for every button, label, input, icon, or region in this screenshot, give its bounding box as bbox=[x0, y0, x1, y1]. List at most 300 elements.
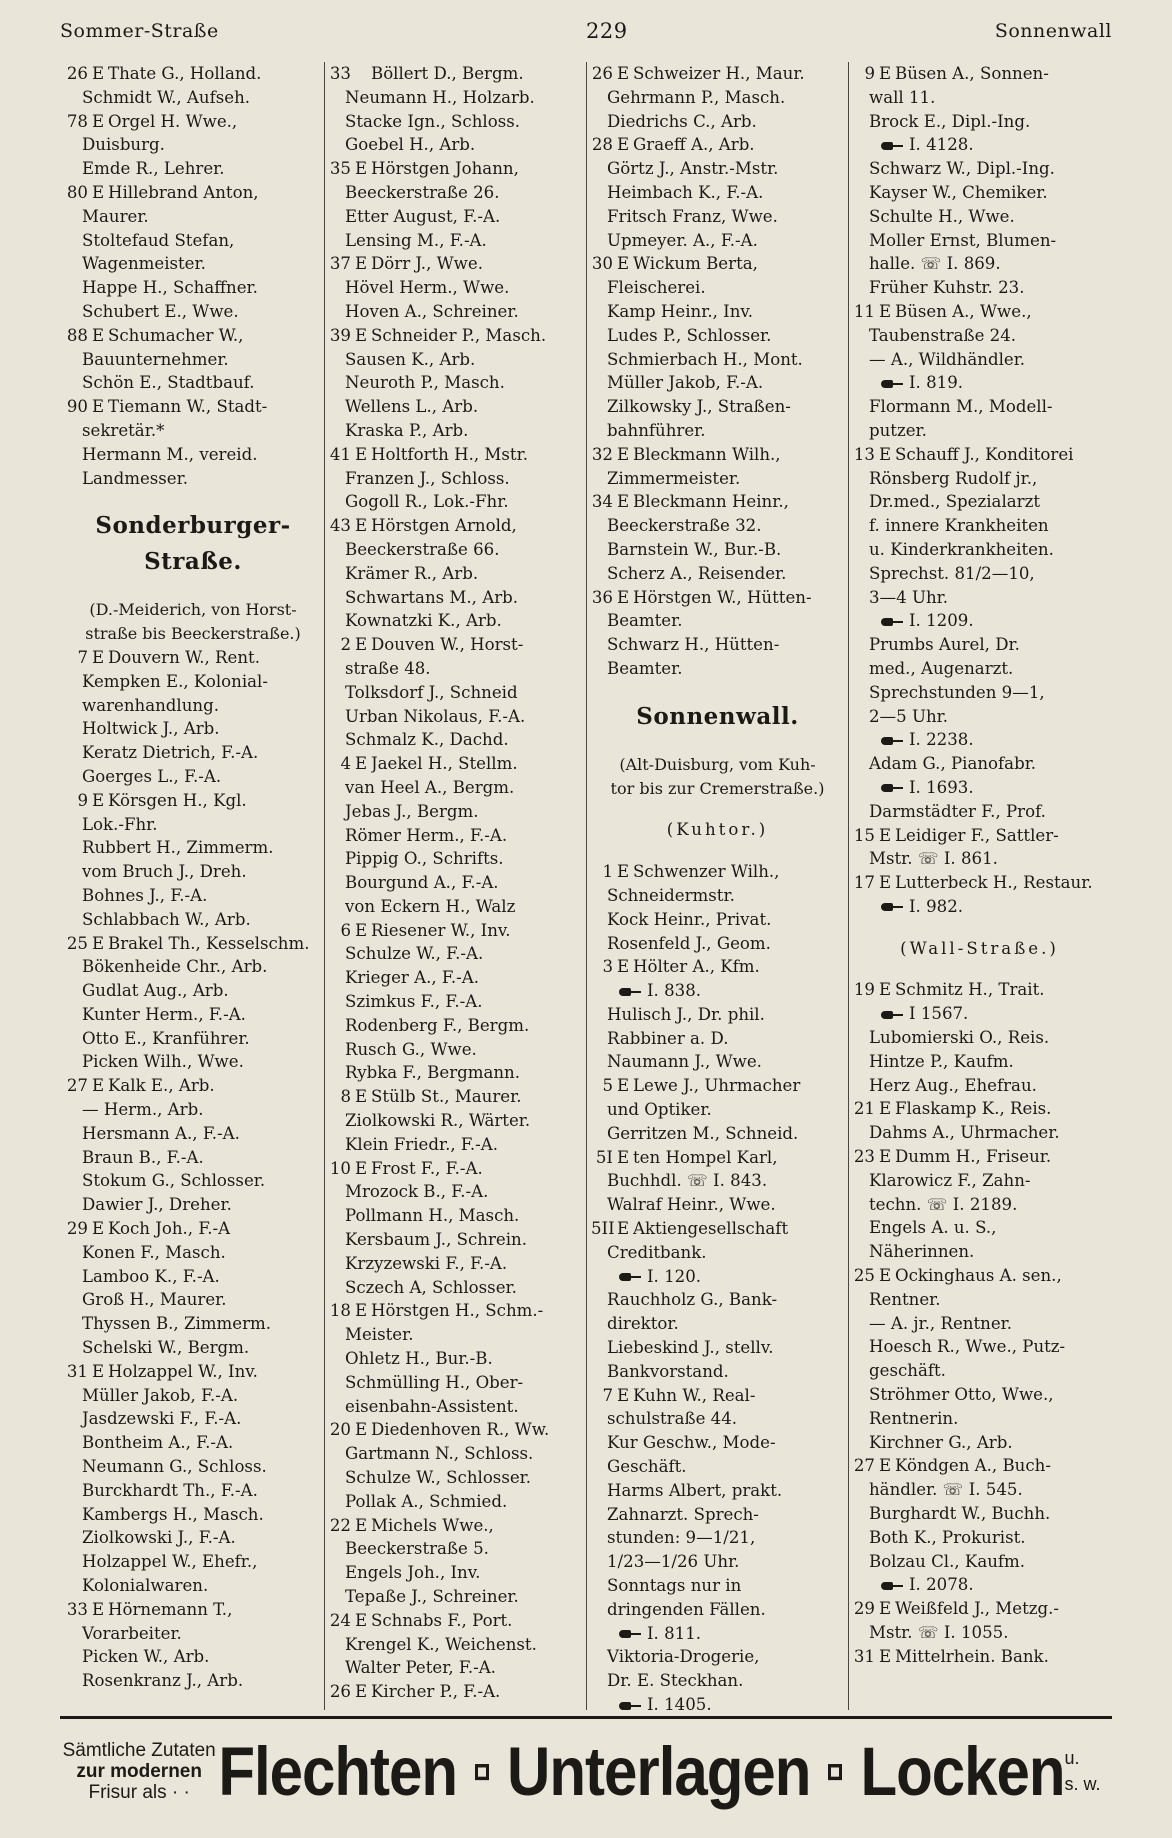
house-entry bbox=[66, 110, 320, 134]
resident-entry bbox=[329, 1466, 582, 1490]
house-entry bbox=[591, 490, 844, 514]
phone-line bbox=[853, 133, 1106, 157]
resident-entry bbox=[66, 276, 320, 300]
house-number: 24 bbox=[329, 1610, 351, 1630]
resident-entry bbox=[66, 1098, 320, 1122]
resident-name: Rabbiner a. D. bbox=[607, 1028, 729, 1048]
resident-name: Neumann G., Schloss. bbox=[82, 1457, 267, 1477]
house-number: 34 bbox=[591, 492, 613, 512]
telephone-icon bbox=[619, 987, 641, 997]
resident-entry bbox=[591, 1645, 844, 1669]
resident-entry bbox=[329, 538, 582, 562]
ownership-mark: E bbox=[878, 64, 892, 83]
resident-entry bbox=[66, 1384, 320, 1408]
resident-entry bbox=[853, 1050, 1106, 1074]
resident-entry bbox=[66, 1479, 320, 1503]
resident-entry bbox=[591, 205, 844, 229]
resident-name: Burghardt W., Buchh. bbox=[869, 1504, 1051, 1524]
resident-entry bbox=[329, 1323, 582, 1347]
resident-entry bbox=[591, 300, 844, 324]
telephone-icon bbox=[881, 379, 903, 389]
resident-name: Früher Kuhstr. 23. bbox=[869, 278, 1025, 298]
resident-name: Gudlat Aug., Arb. bbox=[82, 981, 229, 1001]
ownership-mark: E bbox=[878, 1099, 892, 1119]
resident-name: Lamboo K., F.-A. bbox=[82, 1266, 220, 1286]
resident-name: und Optiker. bbox=[607, 1100, 712, 1120]
resident-name: Kersbaum J., Schrein. bbox=[345, 1230, 527, 1250]
resident-name: — Herm., Arb. bbox=[82, 1100, 204, 1120]
resident-entry bbox=[329, 1537, 582, 1561]
resident-name: Goerges L., F.-A. bbox=[82, 766, 222, 786]
ownership-mark: E bbox=[878, 1456, 892, 1476]
resident-name: Schwarz W., Dipl.-Ing. bbox=[869, 159, 1055, 179]
resident-name: Rybka F., Bergmann. bbox=[345, 1063, 521, 1083]
resident-name: Rönsberg Rudolf jr., bbox=[869, 468, 1038, 488]
resident-name: Buchhdl. ☏ I. 843. bbox=[607, 1171, 768, 1191]
resident-name: Maurer. bbox=[82, 206, 149, 226]
resident-name: Bohnes J., F.-A. bbox=[82, 885, 208, 905]
cross-street-marker: (Wall-Straße.) bbox=[900, 938, 1059, 958]
ownership-mark: E bbox=[616, 135, 630, 155]
resident-entry bbox=[329, 1109, 582, 1133]
resident-name: Kunter Herm., F.-A. bbox=[82, 1004, 246, 1024]
resident-name: Taubenstraße 24. bbox=[869, 325, 1017, 345]
resident-name: Pollmann H., Masch. bbox=[345, 1206, 520, 1226]
page-number: 229 bbox=[585, 19, 628, 43]
resident-name: Weißfeld J., Metzg.- bbox=[895, 1599, 1059, 1619]
square-bullet-icon bbox=[828, 1763, 842, 1779]
resident-entry bbox=[591, 609, 844, 633]
phone-line bbox=[591, 1265, 844, 1289]
resident-entry bbox=[853, 1193, 1106, 1217]
resident-entry bbox=[591, 157, 844, 181]
ad-headline bbox=[218, 1731, 1064, 1810]
house-number: 18 bbox=[329, 1301, 351, 1321]
resident-name: Szimkus F., F.-A. bbox=[345, 992, 483, 1012]
phone-line bbox=[853, 776, 1106, 800]
resident-name: Kock Heinr., Privat. bbox=[607, 909, 772, 929]
resident-entry bbox=[591, 1312, 844, 1336]
phone-line bbox=[853, 1002, 1106, 1026]
resident-name: Zilkowsky J., Straßen- bbox=[607, 397, 791, 417]
resident-name: Etter August, F.-A. bbox=[345, 206, 501, 226]
resident-name: Vorarbeiter. bbox=[82, 1623, 182, 1643]
ownership-mark: E bbox=[91, 1599, 105, 1619]
resident-entry bbox=[853, 562, 1106, 586]
resident-name: Diedrichs C., Arb. bbox=[607, 111, 757, 131]
resident-name: Krzyzewski F., F.-A. bbox=[345, 1253, 508, 1273]
resident-name: Hövel Herm., Wwe. bbox=[345, 278, 510, 298]
phone-number: I 1567. bbox=[909, 1004, 969, 1024]
resident-name: Fleischerei. bbox=[607, 278, 706, 298]
resident-name: Holzappel W., Ehefr., bbox=[82, 1552, 258, 1572]
house-entry bbox=[329, 919, 582, 943]
resident-entry bbox=[329, 966, 582, 990]
house-entry bbox=[66, 324, 320, 348]
resident-name: Schwartans M., Arb. bbox=[345, 587, 519, 607]
resident-name: Römer Herm., F.-A. bbox=[345, 825, 508, 845]
resident-name: straße 48. bbox=[345, 658, 431, 678]
resident-name: Wagenmeister. bbox=[82, 254, 206, 274]
resident-entry bbox=[329, 776, 582, 800]
resident-name: Sprechstunden 9—1, bbox=[869, 682, 1045, 702]
resident-entry bbox=[329, 990, 582, 1014]
house-number: 41 bbox=[329, 444, 351, 464]
resident-name: Koch Joh., F.-A bbox=[108, 1219, 231, 1239]
resident-name: Schwarz H., Hütten- bbox=[607, 635, 780, 655]
resident-name: Sonntags nur in bbox=[607, 1576, 742, 1596]
house-number: 27 bbox=[66, 1076, 88, 1096]
resident-entry bbox=[853, 705, 1106, 729]
house-number: 6 bbox=[340, 920, 351, 940]
ownership-mark: E bbox=[91, 1219, 105, 1239]
phone-line bbox=[591, 1622, 844, 1646]
ownership-mark: E bbox=[616, 1385, 630, 1405]
resident-name: Tepaße J., Schreiner. bbox=[345, 1587, 519, 1606]
house-entry bbox=[591, 133, 844, 157]
house-entry bbox=[329, 157, 582, 181]
resident-entry bbox=[66, 1526, 320, 1550]
resident-entry bbox=[329, 1395, 582, 1419]
resident-name: Gartmann N., Schloss. bbox=[345, 1444, 534, 1464]
house-number: 31 bbox=[853, 1646, 875, 1666]
resident-entry bbox=[66, 1027, 320, 1051]
resident-name: Landmesser. bbox=[82, 468, 189, 488]
column-4 bbox=[848, 62, 1110, 1710]
resident-name: Görtz J., Anstr.-Mstr. bbox=[607, 159, 779, 179]
house-entry bbox=[66, 1360, 320, 1384]
resident-entry bbox=[329, 728, 582, 752]
ad-line-2: zur modernen bbox=[76, 1760, 202, 1782]
resident-entry bbox=[591, 324, 844, 348]
house-entry bbox=[591, 1217, 844, 1241]
resident-name: Mittelrhein. Bank. bbox=[895, 1646, 1049, 1666]
house-entry bbox=[66, 789, 320, 813]
resident-name: Zahnarzt. Sprech- bbox=[607, 1504, 759, 1524]
telephone-icon bbox=[881, 783, 903, 793]
resident-name: Adam G., Pianofabr. bbox=[869, 754, 1037, 774]
spacer bbox=[853, 919, 1106, 937]
resident-entry bbox=[853, 681, 1106, 705]
resident-name: Wickum Berta, bbox=[633, 254, 758, 274]
resident-name: 1/23—1/26 Uhr. bbox=[607, 1552, 740, 1572]
house-number: 26 bbox=[591, 64, 613, 83]
resident-name: Lewe J., Uhrmacher bbox=[633, 1076, 801, 1096]
house-number: 78 bbox=[66, 111, 88, 131]
house-number: 9 bbox=[77, 790, 88, 810]
resident-name: Aktiengesellschaft bbox=[633, 1219, 789, 1239]
house-number: 27 bbox=[853, 1456, 875, 1476]
resident-entry bbox=[853, 1526, 1106, 1550]
ownership-mark: E bbox=[354, 1610, 368, 1630]
resident-name: Groß H., Maurer. bbox=[82, 1290, 227, 1310]
resident-entry bbox=[591, 1479, 844, 1503]
resident-name: Stacke Ign., Schloss. bbox=[345, 111, 521, 131]
resident-entry bbox=[66, 1050, 320, 1074]
resident-name: Hoven A., Schreiner. bbox=[345, 301, 519, 321]
street-heading: Sonderburger- bbox=[95, 512, 291, 540]
ownership-mark: E bbox=[878, 301, 892, 321]
house-number: 80 bbox=[66, 182, 88, 202]
resident-name: Herz Aug., Ehefrau. bbox=[869, 1075, 1037, 1095]
resident-entry bbox=[329, 895, 582, 919]
spacer bbox=[853, 960, 1106, 978]
resident-entry bbox=[66, 1645, 320, 1669]
phone-line bbox=[853, 371, 1106, 395]
resident-entry bbox=[591, 1288, 844, 1312]
phone-number: I. 982. bbox=[909, 896, 964, 916]
resident-entry bbox=[591, 1169, 844, 1193]
resident-name: — A., Wildhändler. bbox=[869, 349, 1026, 369]
house-number: 37 bbox=[329, 254, 351, 274]
resident-name: Mrozock B., F.-A. bbox=[345, 1182, 489, 1202]
resident-entry bbox=[329, 419, 582, 443]
resident-entry bbox=[853, 1312, 1106, 1336]
house-number: 30 bbox=[591, 254, 613, 274]
resident-name: Ströhmer Otto, Wwe., bbox=[869, 1385, 1054, 1405]
resident-name: Bankvorstand. bbox=[607, 1361, 729, 1381]
phone-line bbox=[591, 1693, 844, 1710]
resident-entry bbox=[591, 181, 844, 205]
resident-entry bbox=[853, 157, 1106, 181]
resident-entry bbox=[66, 955, 320, 979]
ownership-mark: E bbox=[91, 647, 105, 667]
resident-name: Dumm H., Friseur. bbox=[895, 1147, 1052, 1167]
resident-entry bbox=[853, 1074, 1106, 1098]
resident-entry bbox=[853, 205, 1106, 229]
ownership-mark: E bbox=[354, 920, 368, 940]
resident-name: Lutterbeck H., Restaur. bbox=[895, 873, 1093, 893]
ownership-mark: E bbox=[616, 587, 630, 607]
house-number: 26 bbox=[66, 64, 88, 83]
resident-entry bbox=[329, 1585, 582, 1609]
resident-name: Pippig O., Schrifts. bbox=[345, 849, 504, 869]
resident-name: Upmeyer. A., F.-A. bbox=[607, 230, 758, 250]
resident-entry bbox=[853, 633, 1106, 657]
resident-entry bbox=[329, 1228, 582, 1252]
house-entry bbox=[591, 586, 844, 610]
ad-line-3: Frisur als · · bbox=[88, 1781, 190, 1803]
resident-name: Brakel Th., Kesselschm. bbox=[108, 933, 310, 953]
resident-name: Rodenberg F., Bergm. bbox=[345, 1015, 530, 1035]
resident-name: Engels A. u. S., bbox=[869, 1218, 997, 1238]
resident-name: stunden: 9—1/21, bbox=[607, 1528, 756, 1548]
resident-entry bbox=[66, 1455, 320, 1479]
resident-name: Ludes P., Schlosser. bbox=[607, 325, 772, 345]
resident-name: Müller Jakob, F.-A. bbox=[82, 1385, 239, 1405]
house-number: 29 bbox=[66, 1219, 88, 1239]
resident-entry bbox=[591, 467, 844, 491]
ownership-mark: E bbox=[91, 790, 105, 810]
resident-entry bbox=[853, 252, 1106, 276]
resident-entry bbox=[853, 1383, 1106, 1407]
resident-entry bbox=[66, 300, 320, 324]
resident-entry bbox=[591, 1193, 844, 1217]
resident-entry bbox=[853, 1288, 1106, 1312]
phone-number: I. 120. bbox=[647, 1266, 702, 1286]
resident-name: med., Augenarzt. bbox=[869, 658, 1014, 678]
ownership-mark: E bbox=[354, 1515, 368, 1535]
resident-entry bbox=[66, 908, 320, 932]
ownership-mark: E bbox=[354, 1158, 368, 1178]
resident-entry bbox=[329, 1038, 582, 1062]
resident-name: Hörstgen W., Hütten- bbox=[633, 587, 812, 607]
house-number: 19 bbox=[853, 980, 875, 1000]
house-entry bbox=[329, 1680, 582, 1704]
resident-name: Zimmermeister. bbox=[607, 468, 741, 488]
advertisement bbox=[60, 1716, 1112, 1823]
resident-name: Kuhn W., Real- bbox=[633, 1385, 756, 1405]
resident-name: Hulisch J., Dr. phil. bbox=[607, 1004, 765, 1024]
resident-name: Rosenfeld J., Geom. bbox=[607, 933, 771, 953]
resident-entry bbox=[329, 942, 582, 966]
street-range-note: (D.-Meiderich, von Horst- bbox=[89, 600, 297, 620]
resident-name: Krengel K., Weichenst. bbox=[345, 1634, 537, 1654]
resident-name: Rauchholz G., Bank- bbox=[607, 1290, 778, 1310]
resident-entry bbox=[853, 490, 1106, 514]
house-number: 7 bbox=[602, 1385, 613, 1405]
house-entry bbox=[329, 1157, 582, 1181]
ownership-mark: E bbox=[616, 444, 630, 464]
resident-entry bbox=[329, 681, 582, 705]
ownership-mark: E bbox=[354, 1301, 368, 1321]
resident-name: Schneider P., Masch. bbox=[371, 325, 547, 345]
resident-name: Bontheim A., F.-A. bbox=[82, 1433, 234, 1453]
resident-entry bbox=[591, 348, 844, 372]
spacer bbox=[591, 681, 844, 699]
resident-entry bbox=[66, 1146, 320, 1170]
resident-name: Schauff J., Konditorei bbox=[895, 444, 1074, 464]
resident-name: Müller Jakob, F.-A. bbox=[607, 373, 764, 393]
resident-entry bbox=[591, 1003, 844, 1027]
resident-entry bbox=[591, 1050, 844, 1074]
resident-name: Hersmann A., F.-A. bbox=[82, 1123, 240, 1143]
resident-entry bbox=[329, 348, 582, 372]
ad-tail-2: s. w. bbox=[1064, 1774, 1101, 1794]
resident-name: Rubbert H., Zimmerm. bbox=[82, 838, 274, 858]
resident-name: Stoltefaud Stefan, bbox=[82, 230, 235, 250]
ownership-mark: E bbox=[878, 980, 892, 1000]
resident-name: Gehrmann P., Masch. bbox=[607, 87, 786, 107]
resident-name: Moller Ernst, Blumen- bbox=[869, 230, 1057, 250]
resident-name: Brock E., Dipl.-Ing. bbox=[869, 111, 1031, 131]
resident-entry bbox=[66, 1574, 320, 1598]
resident-entry bbox=[329, 1276, 582, 1300]
resident-name: Schweizer H., Maur. bbox=[633, 64, 805, 83]
resident-name: Naumann J., Wwe. bbox=[607, 1052, 762, 1072]
ownership-mark: E bbox=[354, 516, 368, 536]
street-range-note: (Alt-Duisburg, vom Kuh- bbox=[619, 754, 816, 774]
resident-name: Kircher P., F.-A. bbox=[371, 1682, 501, 1702]
resident-entry bbox=[591, 1598, 844, 1622]
resident-name: Prumbs Aurel, Dr. bbox=[869, 635, 1020, 655]
resident-name: putzer. bbox=[869, 420, 927, 440]
ownership-mark: E bbox=[354, 444, 368, 464]
resident-entry bbox=[66, 1288, 320, 1312]
house-entry bbox=[66, 1074, 320, 1098]
resident-name: Meister. bbox=[345, 1325, 414, 1345]
house-entry bbox=[66, 62, 320, 86]
ownership-mark: E bbox=[354, 1420, 368, 1440]
resident-entry bbox=[66, 765, 320, 789]
resident-name: Pollak A., Schmied. bbox=[345, 1491, 508, 1511]
ad-word-locken: Locken bbox=[860, 1732, 1065, 1810]
telephone-icon bbox=[881, 141, 903, 151]
resident-entry bbox=[853, 1407, 1106, 1431]
resident-entry bbox=[329, 609, 582, 633]
resident-name: Schmitz H., Trait. bbox=[895, 980, 1045, 1000]
ownership-mark: E bbox=[91, 1076, 105, 1096]
ownership-mark: E bbox=[878, 825, 892, 845]
resident-entry bbox=[66, 1169, 320, 1193]
resident-entry bbox=[66, 717, 320, 741]
resident-name: Köndgen A., Buch- bbox=[895, 1456, 1051, 1476]
resident-entry bbox=[591, 538, 844, 562]
ownership-mark: E bbox=[354, 159, 368, 179]
resident-name: Dawier J., Dreher. bbox=[82, 1195, 232, 1215]
street-heading: Straße. bbox=[144, 548, 242, 576]
house-entry bbox=[853, 824, 1106, 848]
resident-entry bbox=[591, 1574, 844, 1598]
house-number: 25 bbox=[66, 933, 88, 953]
spacer bbox=[591, 735, 844, 753]
resident-entry bbox=[329, 133, 582, 157]
resident-entry bbox=[329, 395, 582, 419]
house-entry bbox=[853, 1145, 1106, 1169]
resident-entry bbox=[853, 657, 1106, 681]
resident-name: Schwenzer Wilh., bbox=[633, 862, 780, 882]
resident-name: Schmalz K., Dachd. bbox=[345, 730, 509, 750]
phone-number: I. 2078. bbox=[909, 1575, 974, 1595]
resident-entry bbox=[853, 229, 1106, 253]
resident-name: Dr.med., Spezialarzt bbox=[869, 492, 1040, 512]
resident-name: Mstr. ☏ I. 861. bbox=[869, 849, 998, 869]
resident-entry bbox=[329, 229, 582, 253]
resident-name: Kolonialwaren. bbox=[82, 1576, 209, 1596]
resident-name: Rosenkranz J., Arb. bbox=[82, 1671, 244, 1691]
house-entry bbox=[853, 871, 1106, 895]
ownership-mark: E bbox=[616, 1219, 630, 1239]
resident-name: Liebeskind J., stellv. bbox=[607, 1338, 774, 1358]
resident-name: Beeckerstraße 5. bbox=[345, 1539, 489, 1559]
house-number: 33 bbox=[329, 64, 351, 83]
resident-entry bbox=[853, 110, 1106, 134]
telephone-icon bbox=[881, 617, 903, 627]
resident-name: Kraska P., Arb. bbox=[345, 420, 469, 440]
resident-name: 3—4 Uhr. bbox=[869, 587, 949, 607]
resident-entry bbox=[66, 1431, 320, 1455]
resident-entry bbox=[329, 1490, 582, 1514]
resident-entry bbox=[591, 633, 844, 657]
resident-entry bbox=[591, 884, 844, 908]
resident-name: Kayser W., Chemiker. bbox=[869, 182, 1048, 202]
resident-entry bbox=[66, 1265, 320, 1289]
resident-entry bbox=[66, 813, 320, 837]
house-entry bbox=[329, 633, 582, 657]
resident-name: Scherz A., Reisender. bbox=[607, 563, 787, 583]
resident-entry bbox=[591, 1455, 844, 1479]
resident-name: Stülb St., Maurer. bbox=[371, 1087, 522, 1107]
ad-word-unterlagen: Unterlagen bbox=[507, 1732, 811, 1810]
resident-entry bbox=[853, 324, 1106, 348]
header-left-street: Sommer-Straße bbox=[60, 20, 219, 42]
resident-name: Büsen A., Sonnen- bbox=[895, 64, 1049, 83]
resident-name: Neuroth P., Masch. bbox=[345, 373, 505, 393]
resident-name: Kempken E., Kolonial- bbox=[82, 671, 268, 691]
resident-entry bbox=[329, 181, 582, 205]
telephone-icon bbox=[881, 902, 903, 912]
resident-name: Fritsch Franz, Wwe. bbox=[607, 206, 778, 226]
